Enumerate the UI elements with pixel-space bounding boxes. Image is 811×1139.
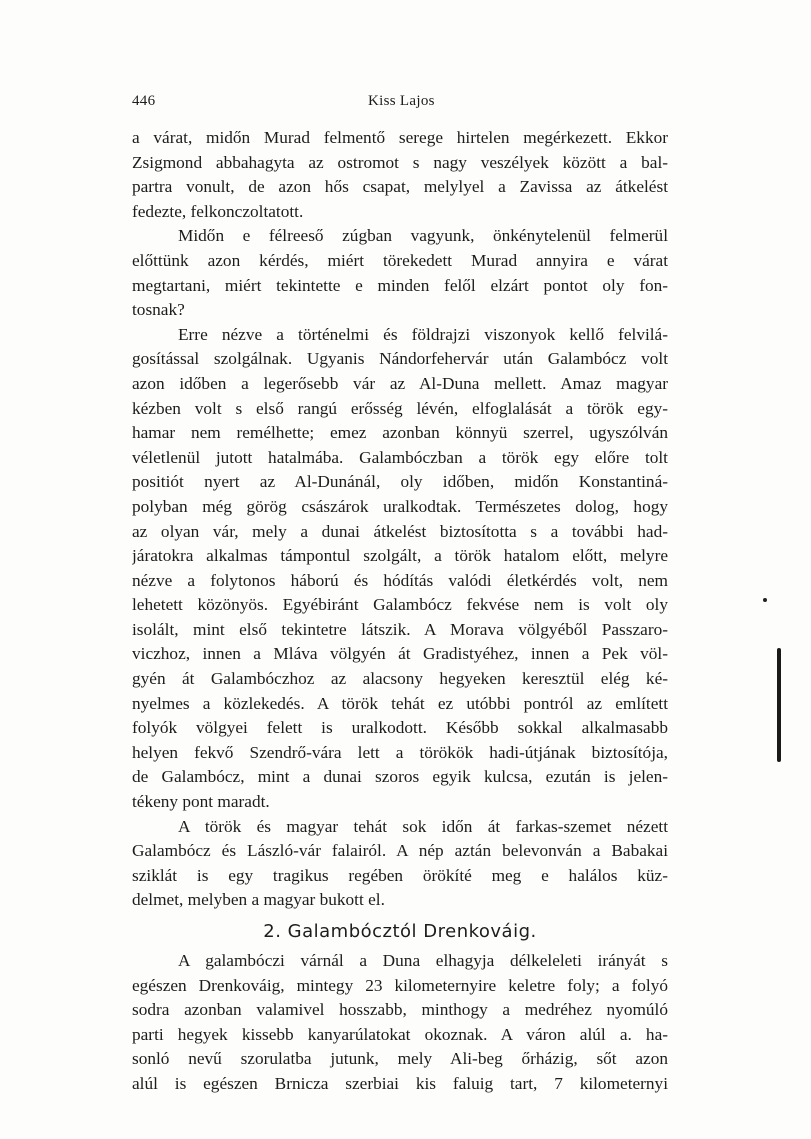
scan-speck	[763, 598, 767, 602]
text-line: lehetett közönyös. Egyébiránt Galambócz fekvése nem is volt oly	[132, 595, 668, 615]
text-line: partra vonult, de azon hős csapat, melylyel a Zavissa az átkelést	[132, 177, 668, 197]
text-line: A török és magyar tehát sok időn át farkas-szemet nézett	[178, 816, 668, 836]
text-line: kézben volt s első rangú erősség lévén, elfoglalását a török egy-	[132, 398, 668, 418]
text-line: helyen fekvő Szendrő-vára lett a törökök hadi-útjának biztosítója,	[132, 742, 668, 762]
text-line: véletlenül jutott hatalmába. Galambóczban a török egy előre tolt	[132, 447, 668, 467]
text-line: nyelmes a közlekedés. A török tehát ez utóbbi pontról az említett	[132, 693, 668, 713]
text-line: megtartani, miért tekintette e minden felől elzárt pontot oly fon-	[132, 275, 668, 295]
text-line: gosítással szolgálnak. Ugyanis Nándorfehervár után Galambócz volt	[132, 349, 668, 369]
section-heading: 2. Galambócztól Drenkováig.	[263, 921, 537, 942]
text-line: előttünk azon kérdés, miért törekedett Murad annyira e várat	[132, 250, 668, 270]
text-line: A galambóczi várnál a Duna elhagyja délkeleleti irányát s	[178, 951, 668, 970]
page-number: 446	[132, 93, 156, 109]
text-line: azon időben a legerősebb vár az Al-Duna mellett. Amaz magyar	[132, 373, 668, 393]
text-line: tékeny pont maradt.	[132, 792, 270, 812]
text-line: a várat, midőn Murad felmentő serege hirtelen megérkezett. Ekkor	[132, 128, 668, 147]
running-title: Kiss Lajos	[368, 93, 435, 109]
text-line: Galambócz és László-vár falairól. A nép aztán belevonván a Babakai	[132, 841, 668, 861]
text-line: sonló nevű szorulatba jutunk, mely Ali-beg őrházig, sőt azon	[132, 1049, 668, 1069]
text-line: viczhoz, innen a Mláva völgyén át Gradistyéhez, innen a Pek völ-	[132, 644, 668, 664]
text-line: egészen Drenkováig, mintegy 23 kilometernyire keletre foly; a folyó	[132, 975, 668, 995]
margin-mark	[777, 648, 781, 762]
text-line: parti hegyek kissebb kanyarúlatokat okoznak. A váron alúl a. ha-	[132, 1024, 668, 1044]
text-line: Midőn e félreeső zúgban vagyunk, önkénytelenül felmerül	[178, 226, 668, 246]
text-line: folyók völgyei felett is uralkodott. Később sokkal alkalmasabb	[132, 718, 668, 738]
text-line: Erre nézve a történelmi és földrajzi viszonyok kellő felvilá-	[178, 324, 668, 344]
text-line: delmet, melyben a magyar bukott el.	[132, 890, 385, 910]
text-line: nézve a folytonos háború és hódítás valódi életkérdés volt, nem	[132, 570, 668, 590]
text-line: járatokra alkalmas támpontul szolgált, a török hatalom előtt, melyre	[132, 546, 668, 566]
text-line: az olyan vár, mely a dunai átkelést biztosította s a további had-	[132, 521, 668, 541]
text-line: alúl is egészen Brnicza szerbiai kis faluig tart, 7 kilometernyi	[132, 1073, 668, 1093]
text-line: polyban még görög császárok uralkodtak. Természetes dolog, hogy	[132, 496, 668, 516]
text-line: fedezte, felkonczoltatott.	[132, 201, 304, 221]
text-line: isolált, mint első tekintetre látszik. A Morava völgyéből Passzaro-	[132, 619, 668, 639]
text-line: Zsigmond abbahagyta az ostromot s nagy veszélyek között a bal-	[132, 152, 668, 172]
text-line: sodra azonban valamivel hosszabb, minthogy a medréhez nyomúló	[132, 1000, 668, 1020]
text-line: positiót nyert az Al-Dunánál, oly időben, midőn Konstantiná-	[132, 472, 668, 492]
text-line: tosnak?	[132, 300, 185, 320]
body-text	[132, 126, 668, 1097]
text-line: sziklát is egy tragikus regében örökíté meg e halálos küz-	[132, 865, 668, 885]
text-line: hamar nem remélhette; emez azonban könnyü szerrel, ugyszólván	[132, 423, 668, 443]
text-line: gyén át Galambóczhoz az alacsony hegyeken keresztül elég ké-	[132, 669, 668, 689]
text-line: de Galambócz, mint a dunai szoros egyik kulcsa, ezután is jelen-	[132, 767, 668, 787]
